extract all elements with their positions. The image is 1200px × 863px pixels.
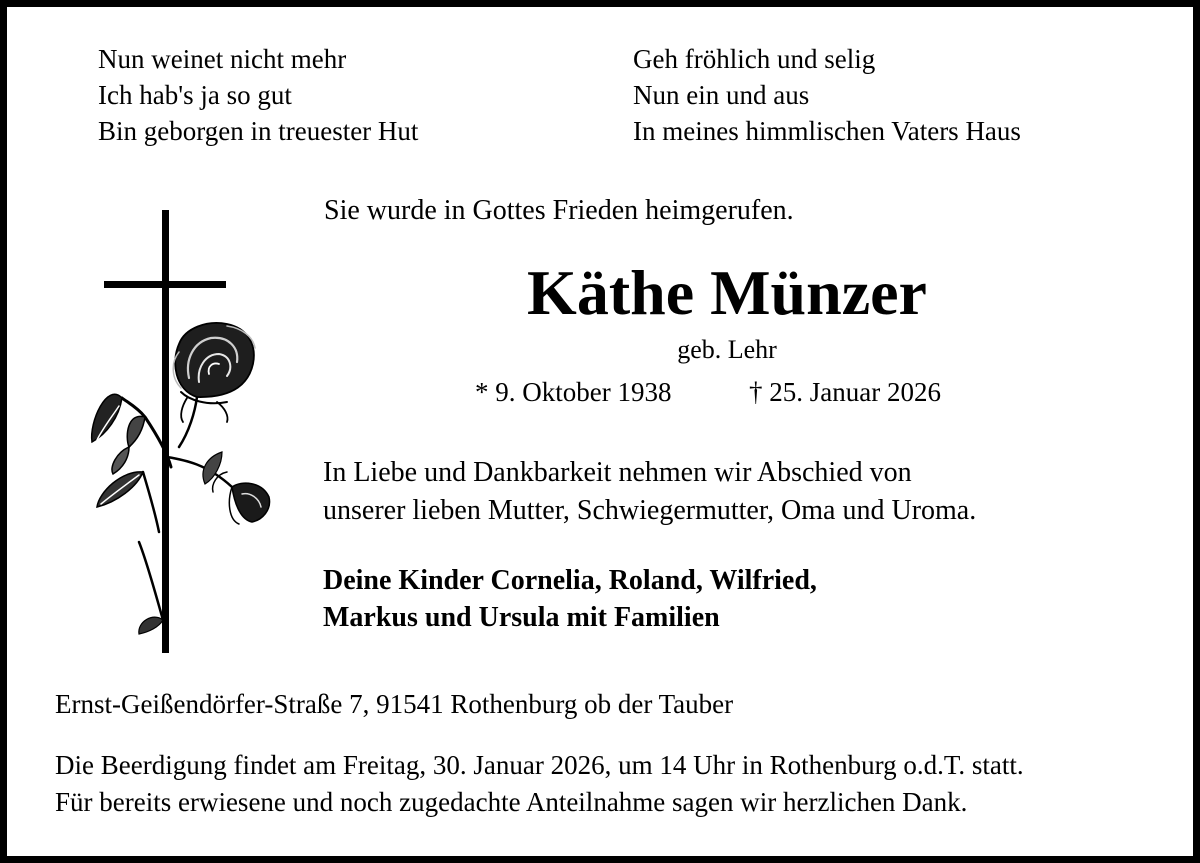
deceased-name: Käthe Münzer: [527, 257, 927, 328]
birth-date: * 9. Oktober 1938: [475, 377, 672, 407]
cross-icon: [104, 210, 226, 653]
death-date: † 25. Januar 2026: [749, 377, 941, 407]
intro-line: Sie wurde in Gottes Frieden heimgerufen.: [324, 195, 794, 226]
family-address: Ernst-Geißendörfer-Straße 7, 91541 Rothenburg ob der Tauber: [55, 689, 734, 719]
cross-and-rose-artwork: [67, 202, 297, 662]
maiden-name: geb. Lehr: [677, 335, 777, 364]
mourners-line: Deine Kinder Cornelia, Roland, Wilfried,: [323, 565, 817, 596]
poem-line: Ich hab's ja so gut: [98, 80, 292, 110]
farewell-line: unserer lieben Mutter, Schwiegermutter, Oma und Uroma.: [323, 495, 977, 526]
poem-left: [98, 41, 418, 149]
poem-line: Nun ein und aus: [633, 80, 810, 110]
poem-line: Geh fröhlich und selig: [633, 44, 876, 74]
rose-icon: [92, 323, 270, 634]
farewell-text: [323, 454, 976, 530]
mourners-line: Markus und Ursula mit Familien: [323, 602, 720, 633]
poem-line: Nun weinet nicht mehr: [98, 44, 347, 74]
poem-line: In meines himmlischen Vaters Haus: [633, 116, 1021, 146]
funeral-line: Für bereits erwiesene und noch zugedachte Anteilnahme sagen wir herzlichen Dank.: [55, 787, 968, 817]
poem-line: Bin geborgen in treuester Hut: [98, 116, 419, 146]
mourners-text: [323, 562, 817, 636]
funeral-line: Die Beerdigung findet am Freitag, 30. Januar 2026, um 14 Uhr in Rothenburg o.d.T. statt.: [55, 750, 1024, 780]
poem-right: [633, 41, 1021, 149]
funeral-info: [55, 747, 1024, 821]
farewell-line: In Liebe und Dankbarkeit nehmen wir Abschied von: [323, 457, 912, 488]
